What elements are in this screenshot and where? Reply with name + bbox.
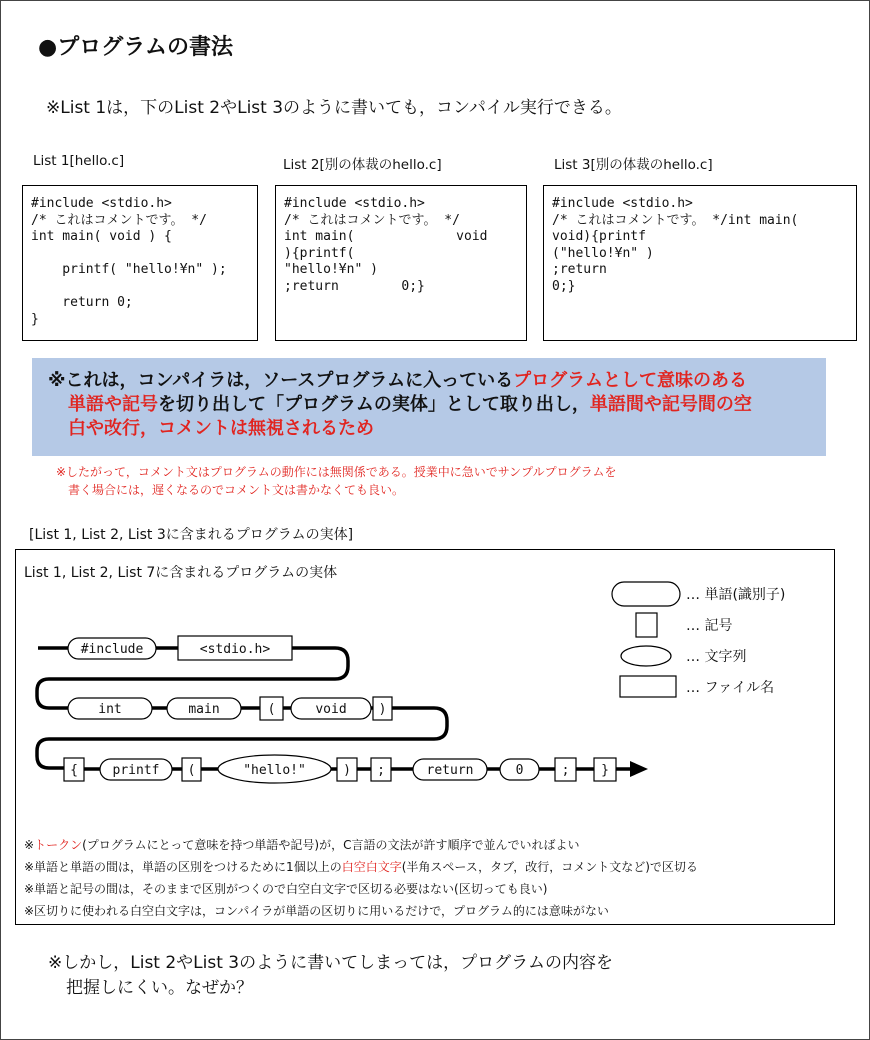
note-line-2-text: を切り出して「プログラムの実体」として取り出し， [158, 394, 590, 415]
token-include-label: #include [80, 642, 144, 657]
token-void-label: void [315, 702, 347, 717]
token-stdio-label: <stdio.h> [199, 642, 271, 657]
rule-2-highlight: 白空白文字 [341, 860, 402, 874]
rule-2-text-a: ※単語と単語の間は，単語の区別をつけるために1個以上の [24, 860, 342, 874]
rule-1-mark: ※ [24, 838, 35, 852]
final-line-2: 把握しにくい。なぜか？ [66, 978, 253, 998]
token-int-label: int [98, 702, 122, 717]
legend-symbol-label: … 記号 [686, 618, 733, 634]
arrow-end-icon [630, 761, 648, 777]
note-line-2-highlight-a: 単語や記号 [68, 394, 158, 415]
rule-2-text-b: (半角スペース，タブ，改行，コメント文など)で区切る [401, 860, 698, 874]
list3-code: #include <stdio.h> /* これはコメントです。 */int main( void){printf ("hello!¥n" ) ;return 0;} [552, 196, 799, 294]
small-note-line-2: 書く場合には，遅くなるのでコメント文は書かなくても良い。 [68, 483, 405, 497]
list3-label: List 3[別の体裁のhello.c] [554, 157, 713, 173]
rule-1-highlight: トークン [34, 838, 83, 852]
token-lbrace-label: { [70, 763, 78, 778]
token-zero-label: 0 [515, 763, 524, 778]
token-return-label: return [426, 763, 474, 778]
token-printf-label: printf [112, 763, 160, 778]
list1-label: List 1[hello.c] [33, 153, 125, 169]
note-line-1-highlight: プログラムとして意味のある [513, 370, 747, 391]
legend-filename-shape [620, 676, 676, 697]
token-semicolon-1-label: ; [377, 763, 385, 778]
final-line-1: ※しかし，List 2やList 3のように書いてしまっては，プログラムの内容を [48, 953, 613, 973]
legend-symbol-shape [636, 613, 657, 637]
legend-word-shape [612, 582, 680, 606]
small-note-line-1: ※したがって，コメント文はプログラムの動作には無関係である。授業中に急いでサンプルプログラムを [56, 465, 617, 479]
rule-3: ※単語と記号の間は，そのままで区別がつくので白空白文字で区切る必要はない(区切っても良い) [24, 882, 548, 896]
token-rparen-1-label: ) [378, 702, 387, 717]
legend-word-label: … 単語(識別子) [686, 587, 786, 603]
token-rparen-2-label: ) [343, 763, 351, 778]
token-lparen-2-label: ( [187, 763, 196, 778]
list2-code: #include <stdio.h> /* これはコメントです。 */ int main( void ){printf( "hello!¥n" ) ;return 0;} [284, 196, 488, 294]
note-line-3: 白や改行，コメントは無視されるため [68, 418, 374, 439]
diagram-title: List 1, List 2, List 7に含まれるプログラムの実体 [24, 565, 338, 581]
legend-string-shape [621, 646, 671, 666]
section-heading: [List 1, List 2, List 3に含まれるプログラムの実体] [29, 527, 354, 543]
rule-4: ※区切りに使われる白空白文字は，コンパイラが単語の区切りに用いるだけで，プログラム的には意味がない [24, 904, 609, 918]
legend-string-label: … 文字列 [686, 649, 747, 665]
list2-label: List 2[別の体裁のhello.c] [283, 157, 442, 173]
token-hello-label: "hello!" [243, 763, 306, 778]
note-line-2-highlight-b: 単語間や記号間の空 [589, 394, 752, 415]
rule-1-text: (プログラムにとって意味を持つ単語や記号)が，C言語の文法が許す順序で並んでいればよい [82, 838, 580, 852]
legend-filename-label: … ファイル名 [686, 680, 775, 696]
token-rbrace-label: } [601, 763, 609, 778]
list1-code: #include <stdio.h> /* これはコメントです。 */ int main( void ) { printf( "hello!¥n" ); return 0; } [31, 196, 227, 327]
rule-2 [24, 858, 698, 875]
intro-text: ※List 1は，下のList 2やList 3のように書いても，コンパイル実行できる。 [46, 98, 622, 118]
note-line-1-text: ※これは，コンパイラは，ソースプログラムに入っている [48, 370, 514, 391]
page-title: ●プログラムの書法 [38, 35, 233, 60]
token-semicolon-2-label: ; [561, 763, 570, 778]
token-lparen-1-label: ( [267, 702, 276, 717]
rule-1 [24, 836, 579, 853]
token-main-label: main [188, 702, 220, 717]
